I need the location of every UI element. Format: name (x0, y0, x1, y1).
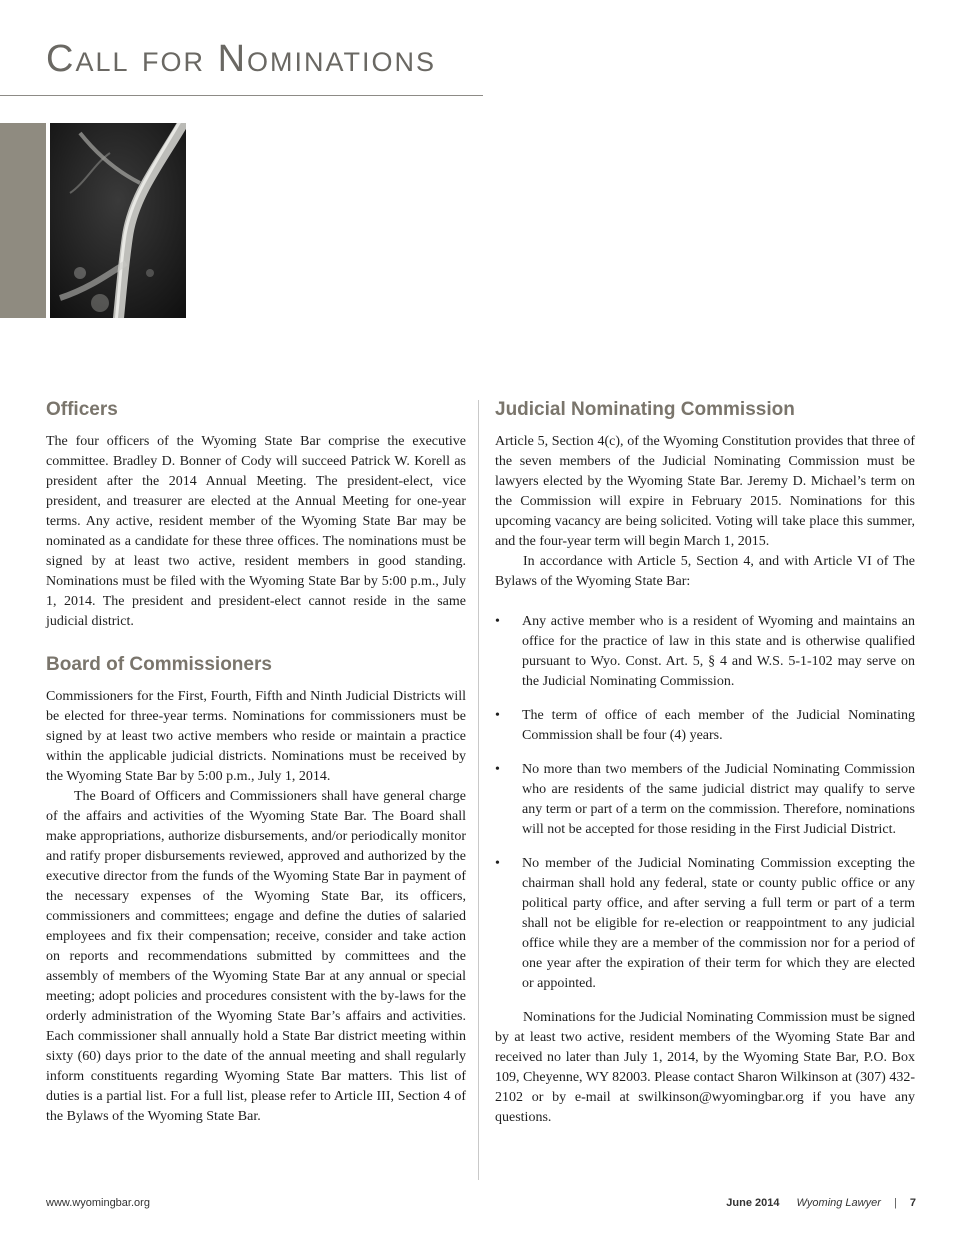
page-number: 7 (909, 1197, 916, 1209)
judicial-heading: Judicial Nominating Commission (495, 399, 795, 420)
left-column (46, 399, 466, 1127)
list-item (495, 706, 915, 746)
photo-accent-bar (0, 123, 46, 318)
judicial-paragraph-2: In accordance with Article 5, Section 4, and with Article VI of The Bylaws of the Wyoming State Bar: (495, 553, 915, 589)
footer-issue-info (726, 1196, 916, 1210)
board-heading: Board of Commissioners (46, 653, 272, 675)
column-divider (478, 400, 479, 1180)
officers-heading: Officers (46, 399, 118, 420)
bullet-icon: • (495, 855, 500, 871)
bullet-text: No member of the Judicial Nominating Commission excepting the chairman shall hold any federal, state or county public office or any political party office, and after serving a full term or part of a term shall not be eligible for re-election or reappointment to any judicial office while they are a member of the commission nor for a period of one year after the expiration of their term for which they are elected or appointed. (522, 855, 915, 991)
page-title: Call for Nominations (46, 38, 437, 80)
list-item (495, 760, 915, 840)
bullet-text: No more than two members of the Judicial Nominating Commission who are residents of the same judicial district may qualify to serve any term or part of a term on the commission. Therefore, nominations will not be accepted for those residing in the First Judicial District. (522, 761, 915, 837)
judicial-closing-paragraph: Nominations for the Judicial Nominating Commission must be signed by at least two active, resident members of the Wyoming State Bar and received no later than July 1, 2014, by the Wyoming State Bar, P.O. Box 109, Cheyenne, WY 82003. Please contact Sharon Wilkinson at (307) 432-2102 or by e-mail at swilkinson@wyomingbar.org if you have any questions. (495, 1009, 915, 1125)
footer-url[interactable]: www.wyomingbar.org (46, 1197, 150, 1209)
officers-paragraph: The four officers of the Wyoming State Bar comprise the executive committee. Bradley D. Bonner of Cody will succeed Patrick W. Korell as president after the 2014 Annual Meeting. The president-elect, vice president, and treasurer are elected at the Annual Meeting for one-year terms. Any active, resident member of the Wyoming State Bar may be nominated as a candidate for these three offices. The nominations must be signed by at least two active, resident members in good standing. Nominations must be filed with the Wyoming State Bar by 5:00 p.m., July 1, 2014. The president and president-elect cannot reside in the same judicial district. (46, 433, 466, 629)
footer-magazine: Wyoming Lawyer (796, 1197, 881, 1209)
footer-separator: | (893, 1197, 897, 1209)
bullet-text: The term of office of each member of the Judicial Nominating Commission shall be four (4) years. (522, 707, 915, 743)
bullet-icon: • (495, 613, 500, 629)
title-divider (0, 95, 483, 96)
judicial-bullet-list (495, 612, 915, 994)
list-item (495, 854, 915, 994)
header-photo (50, 123, 186, 318)
judicial-paragraph-1: Article 5, Section 4(c), of the Wyoming Constitution provides that three of the seven members of the Judicial Nominating Commission must be lawyers elected by the Wyoming State Bar. Jeremy D. Michael’s term on the Commission will expire in February 2015. Nominations for this upcoming vacancy are being solicited. Voting will take place this summer, and the four-year term will begin March 1, 2015. (495, 433, 915, 549)
board-paragraph-2: The Board of Officers and Commissioners shall have general charge of the affairs and activities of the Wyoming State Bar. The Board shall make appropriations, authorize disbursements, and/or periodically monitor and ratify proper disbursements reviewed, approved and authorized by the executive director from the funds of the Wyoming State Bar in payment of the necessary expenses of the Wyoming State Bar, its officers, commissioners and committees; engage and define the duties of salaried employees and fix their compensation; receive, consider and take action on reports and recommendations submitted by committees and the assembly of members of the Wyoming State Bar at any annual or special meeting; adopt policies and procedures consistent with the by-laws for the orderly administration of the Wyoming State Bar’s affairs and activities. Each commissioner shall annually hold a State Bar district meeting within sixty (60) days prior to the date of the annual meeting and shall regularly inform constituents regarding Wyoming State Bar matters. This list of duties is a partial list. For a full list, please refer to Article III, Section 4 of the Bylaws of the Wyoming State Bar. (46, 788, 466, 1124)
tree-branch-photo-icon (50, 123, 186, 318)
bullet-text: Any active member who is a resident of Wyoming and maintains an office for the practice of law in this state and is otherwise qualified pursuant to Wyo. Const. Art. 5, § 4 and W.S. 5-1-102 may serve on the Judicial Nominating Commission. (522, 613, 915, 689)
footer-date: June 2014 (726, 1197, 780, 1209)
bullet-icon: • (495, 761, 500, 777)
board-paragraph-1: Commissioners for the First, Fourth, Fifth and Ninth Judicial Districts will be elected for three-year terms. Nominations for commissioners must be signed by at least two active members who reside or maintain a practice within the applicable judicial districts. Nominations must be received by the Wyoming State Bar by 5:00 p.m., July 1, 2014. (46, 688, 466, 784)
bullet-icon: • (495, 707, 500, 723)
right-column (495, 399, 915, 1128)
list-item (495, 612, 915, 692)
